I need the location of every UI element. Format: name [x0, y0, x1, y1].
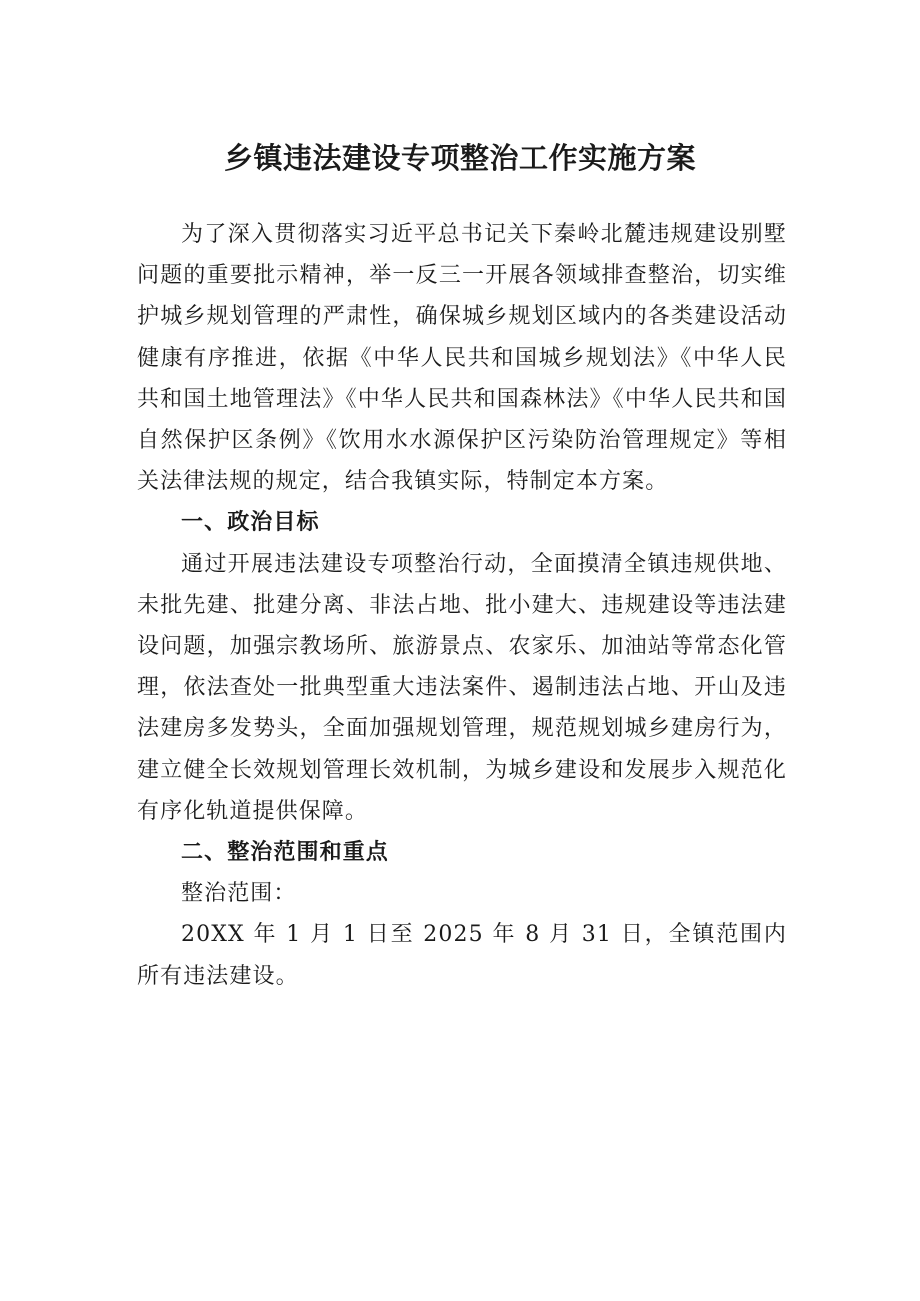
document-title: 乡镇违法建设专项整治工作实施方案: [223, 141, 696, 175]
document-body: [137, 214, 787, 997]
intro-paragraph: 为了深入贯彻落实习近平总书记关下秦岭北麓违规建设别墅问题的重要批示精神，举一反三一开展各领域排查整治，切实维护城乡规划管理的严肃性，确保城乡规划区域内的各类建设活动健康有序推进，依据《中华人民共和国城乡规划法》《中华人民共和国土地管理法》《中华人民共和国森林法》《中华人民共和国自然保护区条例》《饮用水水源保护区污染防治管理规定》等相关法律法规的规定，结合我镇实际，特制定本方案。: [137, 222, 787, 495]
scope-paragraph: 20XX 年 1 月 1 日至 2025 年 8 月 31 日，全镇范围内所有违法建设。: [137, 922, 787, 989]
section-1-paragraph: 通过开展违法建设专项整治行动，全面摸清全镇违规供地、未批先建、批建分离、非法占地、批小建大、违规建设等违法建设问题，加强宗教场所、旅游景点、农家乐、加油站等常态化管理，依法查处一批典型重大违法案件、遏制违法占地、开山及违法建房多发势头，全面加强规划管理，规范规划城乡建房行为，建立健全长效规划管理长效机制，为城乡建设和发展步入规范化有序化轨道提供保障。: [137, 551, 787, 824]
section-1-heading: 一、政治目标: [181, 510, 320, 536]
section-2-heading: 二、整治范围和重点: [181, 840, 389, 866]
scope-label: 整治范围：: [181, 881, 297, 907]
